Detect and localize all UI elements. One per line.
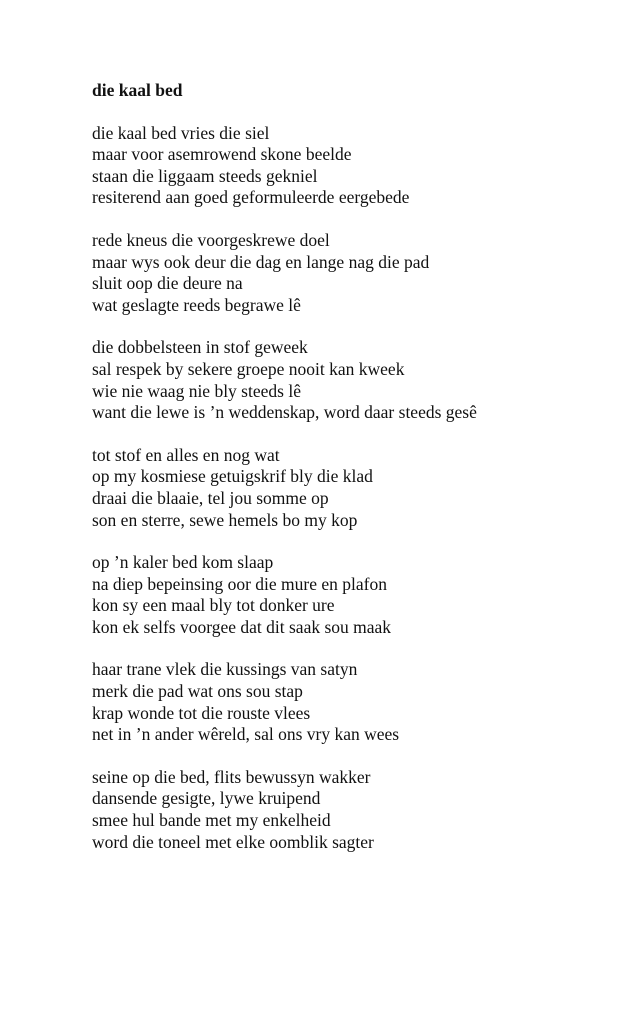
- poem-line: kon ek selfs voorgee dat dit saak sou maak: [92, 616, 392, 637]
- poem-line: wat geslagte reeds begrawe lê: [92, 294, 301, 315]
- poem-line: draai die blaaie, tel jou somme op: [92, 487, 329, 508]
- poem-line: kon sy een maal bly tot donker ure: [92, 595, 335, 616]
- poem-line: dansende gesigte, lywe kruipend: [92, 788, 321, 809]
- poem-line: smee hul bande met my enkelheid: [92, 810, 331, 831]
- poem-page: [92, 80, 622, 874]
- poem-line: op ’n kaler bed kom slaap: [92, 552, 274, 573]
- stanza-3: [92, 337, 622, 423]
- poem-line: wie nie waag nie bly steeds lê: [92, 380, 301, 401]
- poem-line: die dobbelsteen in stof geweek: [92, 337, 308, 358]
- stanza-7: [92, 767, 622, 853]
- poem-line: want die lewe is ’n weddenskap, word daar steeds gesê: [92, 402, 477, 423]
- poem-line: maar voor asemrowend skone beelde: [92, 144, 352, 165]
- poem-line: sluit oop die deure na: [92, 273, 243, 294]
- stanza-6: [92, 659, 622, 745]
- poem-title: die kaal bed: [92, 80, 183, 100]
- poem-line: net in ’n ander wêreld, sal ons vry kan wees: [92, 724, 400, 745]
- poem-line: sal respek by sekere groepe nooit kan kweek: [92, 358, 405, 379]
- poem-line: die kaal bed vries die siel: [92, 122, 270, 143]
- poem-line: seine op die bed, flits bewussyn wakker: [92, 766, 371, 787]
- poem-line: merk die pad wat ons sou stap: [92, 681, 303, 702]
- poem-line: tot stof en alles en nog wat: [92, 444, 280, 465]
- stanza-4: [92, 445, 622, 531]
- poem-line: word die toneel met elke oomblik sagter: [92, 831, 374, 852]
- stanza-1: [92, 123, 622, 209]
- poem-line: op my kosmiese getuigskrif bly die klad: [92, 466, 373, 487]
- stanza-5: [92, 552, 622, 638]
- stanza-2: [92, 230, 622, 316]
- poem-line: na diep bepeinsing oor die mure en plafon: [92, 573, 387, 594]
- poem-line: rede kneus die voorgeskrewe doel: [92, 229, 330, 250]
- poem-line: resiterend aan goed geformuleerde eergebede: [92, 187, 410, 208]
- poem-line: staan die liggaam steeds gekniel: [92, 165, 318, 186]
- poem-line: maar wys ook deur die dag en lange nag die pad: [92, 251, 430, 272]
- poem-line: son en sterre, sewe hemels bo my kop: [92, 509, 358, 530]
- poem-line: krap wonde tot die rouste vlees: [92, 702, 311, 723]
- poem-line: haar trane vlek die kussings van satyn: [92, 659, 358, 680]
